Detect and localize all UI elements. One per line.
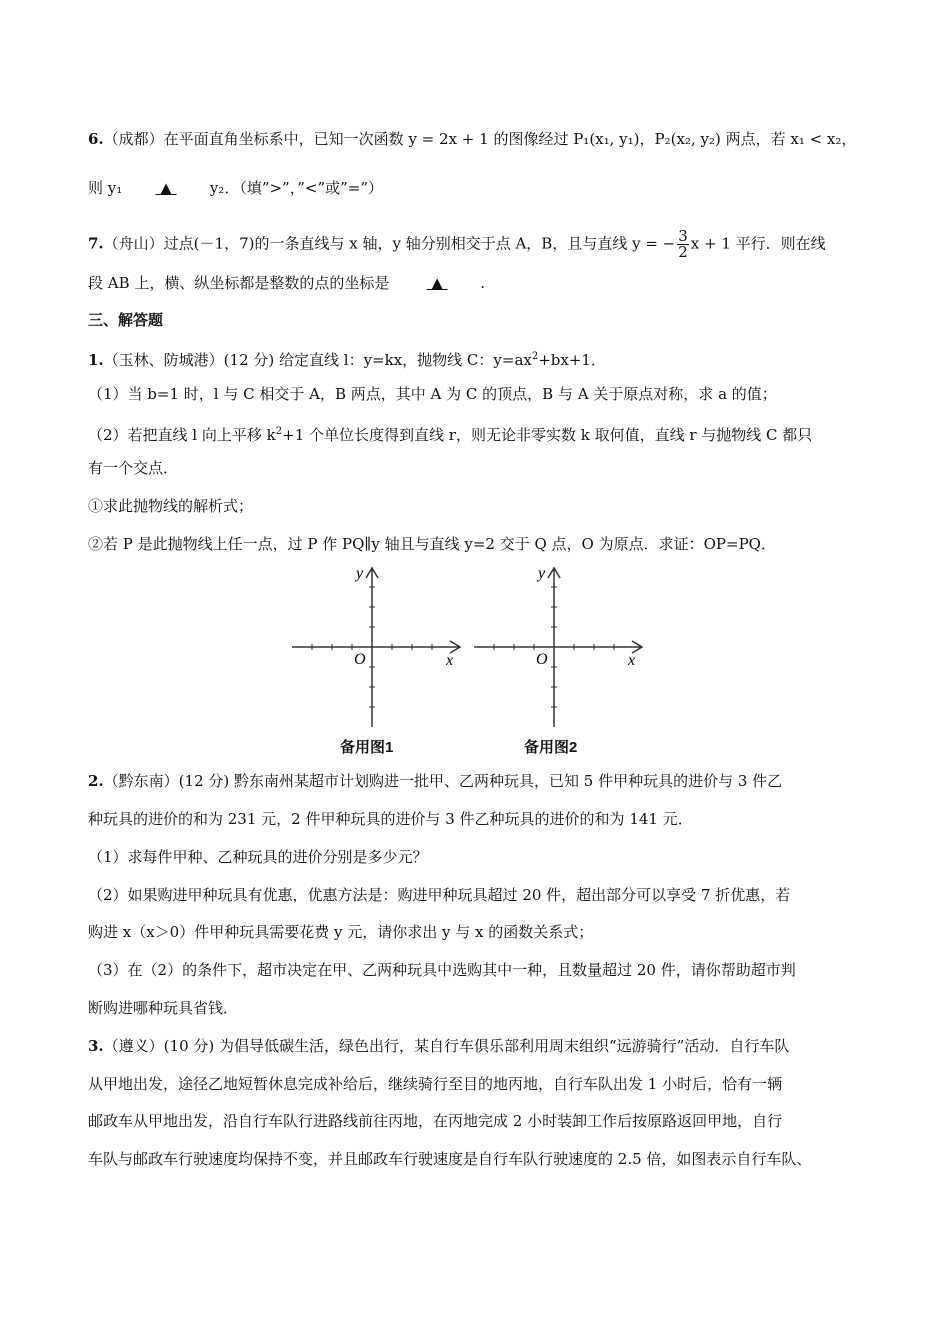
p2-part2-line2: 购进 x（x＞0）件甲种玩具需要花费 y 元，请你求出 y 与 x 的函数关系式； bbox=[88, 923, 594, 941]
p1-line1-prefix: （玉林、防城港）(12 分) 给定直线 l：y=kx，抛物线 C：y=ax bbox=[103, 351, 532, 369]
q7-line2-suffix: . bbox=[480, 274, 485, 292]
p1-number: 1. bbox=[88, 351, 104, 369]
q7-line1 bbox=[88, 229, 826, 260]
p1-line1-sup: 2 bbox=[531, 351, 539, 362]
figure-2-caption: 备用图2 bbox=[524, 739, 578, 756]
p1-part1: （1）当 b=1 时，l 与 C 相交于 A，B 两点，其中 A 为 C 的顶点，B 与 A 关于原点对称，求 a 的值； bbox=[88, 385, 777, 403]
p1-part2-sup: 2 bbox=[275, 426, 283, 437]
p1-line1-suffix: +bx+1． bbox=[538, 351, 606, 369]
p3-line1-text: （遵义）(10 分) 为倡导低碳生活，绿色出行，某自行车俱乐部利用周末组织“远游骑行”活动．自行车队 bbox=[103, 1037, 790, 1055]
p2-part3-line1: （3）在（2）的条件下，超市决定在甲、乙两种玩具中选购其中一种，且数量超过 20 件，请你帮助超市判 bbox=[88, 961, 796, 979]
coordinate-figure-2 bbox=[472, 562, 652, 732]
p3-line1 bbox=[88, 1035, 789, 1057]
q6-line1 bbox=[88, 128, 856, 150]
q7-number: 7. bbox=[88, 234, 104, 253]
q7-line1-prefix: （舟山）过点(－1，7)的一条直线与 x 轴，y 轴分别相交于点 A，B，且与直线 y = − bbox=[103, 234, 676, 253]
p1-sub1: ①求此抛物线的解析式； bbox=[88, 497, 254, 515]
p3-line2: 从甲地出发，途径乙地短暂休息完成补给后，继续骑行至目的地丙地，自行车队出发 1 小时后，恰有一辆 bbox=[88, 1075, 783, 1093]
p3-line4: 车队与邮政车行驶速度均保持不变，并且邮政车行驶速度是自行车队行驶速度的 2.5 倍，如图表示自行车队、 bbox=[88, 1150, 812, 1168]
origin-label: O bbox=[536, 651, 548, 668]
q6-number: 6. bbox=[88, 130, 104, 148]
y-axis-label: y bbox=[538, 565, 546, 582]
q6-line2-suffix: y₂．（填”>”，”<”或”=”） bbox=[209, 179, 384, 197]
p2-number: 2. bbox=[88, 772, 104, 790]
p3-line3: 邮政车从甲地出发，沿自行车队行进路线前往丙地，在丙地完成 2 小时装卸工作后按原路返回甲地，自行 bbox=[88, 1112, 783, 1130]
p1-part2-line2: 有一个交点． bbox=[88, 459, 179, 477]
q6-answer-blank: ▲ bbox=[160, 179, 172, 197]
p1-sub2: ②若 P 是此抛物线上任一点，过 P 作 PQ∥y 轴且与直线 y=2 交于 Q 点，O 为原点．求证：OP=PQ． bbox=[88, 535, 776, 553]
p1-part2-prefix: （2）若把直线 l 向上平移 k bbox=[88, 426, 276, 444]
p3-number: 3. bbox=[88, 1037, 104, 1055]
p2-part2-line1: （2）如果购进甲种玩具有优惠，优惠方法是：购进甲种玩具超过 20 件，超出部分可以享受 7 折优惠，若 bbox=[88, 886, 791, 904]
y-axis-label: y bbox=[356, 565, 364, 582]
q7-fraction: $\frac{3}{2}$ bbox=[678, 227, 688, 261]
p1-part2 bbox=[88, 421, 812, 446]
p1-line1 bbox=[88, 346, 606, 371]
q6-text: （成都）在平面直角坐标系中，已知一次函数 y = 2x + 1 的图像经过 P₁(x₁, y₁)，P₂(x₂, y₂) 两点，若 x₁ < x₂， bbox=[103, 130, 857, 148]
p2-line1-text: （黔东南）(12 分) 黔东南州某超市计划购进一批甲、乙两种玩具，已知 5 件甲种玩具的进价与 3 件乙 bbox=[103, 772, 783, 790]
q7-line2 bbox=[88, 272, 485, 294]
p2-part3-line2: 断购进哪种玩具省钱． bbox=[88, 999, 239, 1017]
figure-1-caption: 备用图1 bbox=[340, 739, 394, 756]
p2-line2: 种玩具的进价的和为 231 元，2 件甲种玩具的进价与 3 件乙种玩具的进价的和为 141 元． bbox=[88, 810, 693, 828]
q7-line1-suffix: x + 1 平行．则在线 bbox=[690, 234, 826, 253]
q7-answer-blank: ▲ bbox=[431, 274, 443, 292]
section-title: 三、解答题 bbox=[88, 311, 164, 329]
origin-label: O bbox=[354, 651, 366, 668]
p1-part2-suffix: +1 个单位长度得到直线 r，则无论非零实数 k 取何值，直线 r 与抛物线 C 都只 bbox=[282, 426, 813, 444]
coordinate-figure-1 bbox=[290, 562, 470, 732]
p2-part1: （1）求每件甲种、乙种玩具的进价分别是多少元？ bbox=[88, 848, 428, 866]
x-axis-label: x bbox=[446, 652, 454, 669]
q6-line2-prefix: 则 y₁ bbox=[88, 179, 123, 197]
p2-line1 bbox=[88, 770, 782, 792]
q7-line2-prefix: 段 AB 上，横、纵坐标都是整数的点的坐标是 bbox=[88, 274, 390, 292]
x-axis-label: x bbox=[628, 652, 636, 669]
q6-line2 bbox=[88, 177, 383, 199]
